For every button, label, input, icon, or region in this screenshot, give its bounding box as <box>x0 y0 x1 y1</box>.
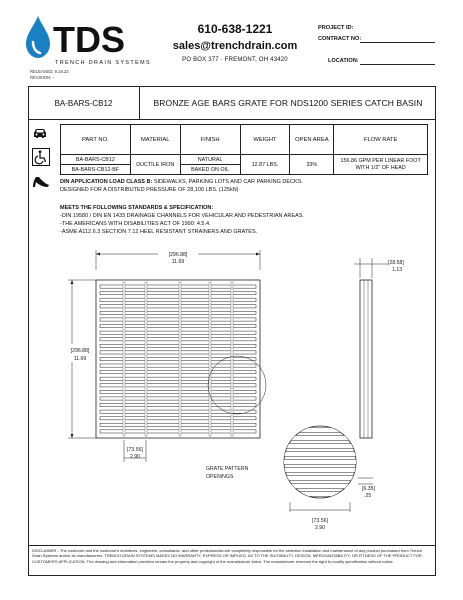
spec-table <box>60 124 428 175</box>
finish-cell: NATURAL <box>180 155 240 165</box>
load-class-label: DIN APPLICATION LOAD CLASS B: <box>60 179 153 185</box>
contact-block <box>170 22 300 63</box>
opening-mm-label: [6.35] <box>362 486 375 492</box>
material-cell: DUCTILE IRON <box>130 155 180 175</box>
list-item: -DIN 19580 / DIN EN 1433 DRAINAGE CHANNELS FOR VEHICULAR AND PEDESTRIAN AREAS. <box>60 213 304 219</box>
finish-cell: BAKED ON OIL <box>180 165 240 175</box>
application-icons <box>32 127 54 198</box>
side-profile-view <box>354 258 404 438</box>
standards-heading: MEETS THE FOLLOWING STANDARDS & SPECIFICATION: <box>60 205 214 211</box>
grate-plan-view <box>96 280 260 438</box>
location-label: LOCATION: <box>328 58 359 64</box>
detail-bar <box>280 420 360 425</box>
weight-cell: 12.87 LBS. <box>240 155 290 175</box>
header-weight: WEIGHT <box>240 125 290 155</box>
contract-no-field <box>318 36 361 42</box>
company-logo <box>22 12 162 66</box>
standards-list <box>60 204 430 236</box>
detail-bar <box>280 492 360 497</box>
detail-slot-in-label: 2.90 <box>314 525 326 531</box>
location-line <box>360 64 435 65</box>
logo-subtext: TRENCH DRAIN SYSTEMS <box>55 60 151 66</box>
flow-rate-cell: 156.86 GPM PER LINEAR FOOT WITH 1/2" OF HEAD <box>334 155 428 175</box>
load-class-note <box>60 178 430 194</box>
contract-no-label: CONTRACT NO: <box>318 36 362 42</box>
height-mm-label: [296.88] <box>70 348 90 354</box>
email-address[interactable]: sales@trenchdrain.com <box>172 40 298 52</box>
load-class-line2: DESIGNED FOR A DISTRIBUTED PRESSURE OF 28,100 LBS. (125kN) <box>60 187 239 193</box>
project-id-field <box>318 25 353 31</box>
open-area-cell: 33% <box>290 155 334 175</box>
logo-text: TDS <box>53 19 125 60</box>
list-item: -THE AMERICANS WITH DISABILITIES ACT OF 1990: 4.5.4. <box>60 221 211 227</box>
detail-bar <box>280 476 360 481</box>
detail-bar <box>280 436 360 441</box>
header-material: MATERIAL <box>130 125 180 155</box>
detail-bar <box>280 484 360 489</box>
slot-dimension <box>124 440 146 462</box>
opening-in-label: .25 <box>364 493 372 499</box>
product-title: BRONZE AGE BARS GRATE FOR NDS1200 SERIES CATCH BASIN <box>153 98 423 108</box>
openings-label: OPENINGS <box>206 474 234 480</box>
slot-in-label: 2.90 <box>129 454 141 460</box>
disclaimer: DISCLAIMER - The customer and the customer's architects, engineers, consultants, and other professionals are completely responsible for the selection installation and maintenance of any product purchased from Trench Drain Systems and/or its manufacturers. TRENCH DRAIN SYSTEMS MAKES NO WARRANTY, EXPRESS OR IMPLIED, AS TO THE SUITABILITY, DESIGN, MERCHANTABILITY, OR FITNESS OF THE PRODUCT FOR CUSTOMERS APPLICATION. The drawing and information provided remain the property and copyright of the manufacturer listed. The manufacturer reserves the right to modify specification without notice. <box>28 545 436 576</box>
detail-bar <box>280 412 360 417</box>
released-date: RELEASED: 8.15.23 <box>30 69 69 74</box>
width-dimension <box>96 249 260 270</box>
detail-bar <box>280 468 360 473</box>
part-no-cell: BA-BARS-CB12 <box>61 155 131 165</box>
detail-bar <box>280 452 360 457</box>
slot-mm-label: [73.56] <box>127 447 143 453</box>
header-finish: FINISH <box>180 125 240 155</box>
part-no-cell: BA-BARS-CB12-BF <box>61 165 131 175</box>
width-mm-label: [296.88] <box>168 252 188 258</box>
width-in-label: 11.69 <box>171 259 185 265</box>
height-dimension <box>64 280 98 438</box>
table-row <box>61 155 428 165</box>
grate-pattern-label: GRATE PATTERN <box>206 466 249 472</box>
list-item: -ASME A112.6.3 SECTION 7.12 HEEL RESISTANT STRAINERS AND GRATES. <box>60 229 258 235</box>
header-flow-rate: FLOW RATE <box>334 125 428 155</box>
depth-in-label: 1.13 <box>392 267 403 273</box>
detail-bar <box>280 460 360 465</box>
spec-table-header-row <box>61 125 428 155</box>
release-info <box>30 69 69 81</box>
revision-label: REVISION: - <box>30 75 54 80</box>
grate-rib <box>179 282 181 436</box>
grate-rib <box>123 282 125 436</box>
grate-rib <box>209 282 211 436</box>
title-bar <box>28 86 436 120</box>
detail-bar <box>280 428 360 433</box>
project-id-label: PROJECT ID: <box>318 25 354 31</box>
grate-rib <box>145 282 147 436</box>
height-in-label: 11.69 <box>73 356 87 362</box>
grate-rib <box>231 282 233 436</box>
grate-drawing <box>28 240 436 540</box>
header-open-area: OPEN AREA <box>290 125 334 155</box>
phone-number[interactable]: 610-638-1221 <box>197 22 273 36</box>
detail-slot-mm-label: [73.56] <box>312 518 328 524</box>
location-field <box>328 58 359 64</box>
detail-bar <box>280 500 360 505</box>
load-class-text: SIDEWALKS, PARKING LOTS AND CAR PARKING DECKS. <box>153 179 303 185</box>
high-heel-icon <box>32 175 50 189</box>
detail-bar <box>280 444 360 449</box>
header-part-no: PART NO. <box>61 125 131 155</box>
wheelchair-icon <box>32 148 50 166</box>
water-drop-icon <box>22 12 162 66</box>
depth-mm-label: [28.58] <box>388 260 404 266</box>
contract-no-line <box>360 42 435 43</box>
car-icon <box>32 127 48 139</box>
mailing-address: PO BOX 377 · FREMONT, OH 43420 <box>182 57 288 63</box>
product-code: BA-BARS-CB12 <box>28 86 140 120</box>
